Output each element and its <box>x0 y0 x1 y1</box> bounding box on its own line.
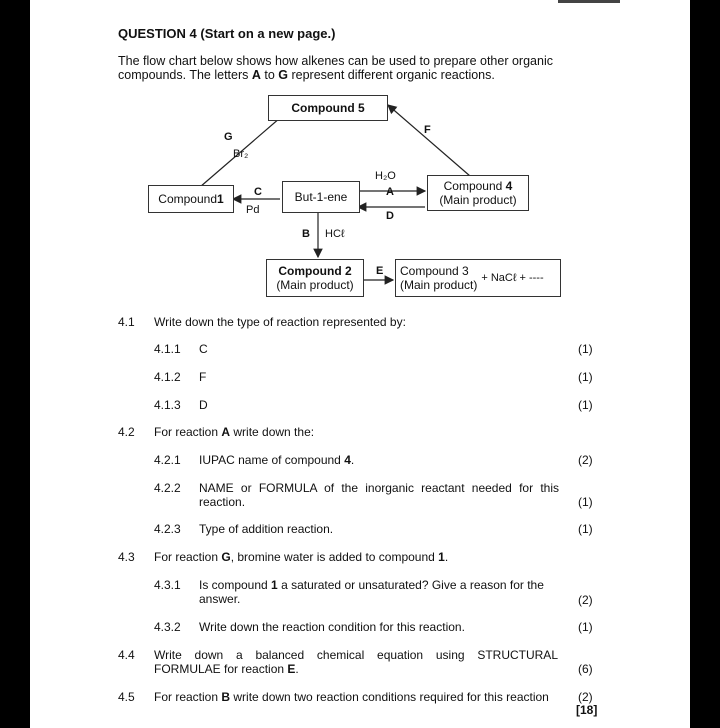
q421-number: 4.2.1 <box>154 453 181 467</box>
compound-3-label: Compound 3 <box>400 264 469 278</box>
q44-line-1: Write down a balanced chemical equation using STRUCTURAL <box>154 648 558 662</box>
q45-text <box>154 690 549 704</box>
arrow-f <box>388 105 470 176</box>
label-b: B <box>302 228 310 240</box>
q45-text-part: For reaction <box>154 690 222 704</box>
q44-letter: E <box>287 662 296 676</box>
compound-2-label: Compound 2 <box>278 264 352 278</box>
q43-number-bold: 1 <box>438 550 445 564</box>
compound-3-text <box>400 264 477 292</box>
compound-4-box <box>427 175 529 211</box>
q431-text-part: a saturated or unsaturated? Give a reason for the <box>277 578 544 592</box>
q422-line-1: NAME or FORMULA of the inorganic reactant needed for this <box>199 481 559 495</box>
q422-number: 4.2.2 <box>154 481 181 495</box>
q432-text: Write down the reaction condition for this reaction. <box>199 620 465 634</box>
intro-text-part: to <box>260 68 279 82</box>
q412-text: F <box>199 370 207 384</box>
q432-number: 4.3.2 <box>154 620 181 634</box>
q431-text <box>199 578 559 606</box>
q44-text-part: FORMULAE for reaction <box>154 662 288 676</box>
q411-mark: (1) <box>578 342 593 356</box>
byproduct-text: + NaCℓ + ---- <box>481 272 544 284</box>
label-e: E <box>376 265 384 277</box>
q431-line-1 <box>199 578 559 592</box>
label-a: A <box>386 186 394 198</box>
q45-mark: (2) <box>578 690 593 704</box>
q423-text: Type of addition reaction. <box>199 522 334 536</box>
q431-number: 4.3.1 <box>154 578 181 592</box>
q411-number: 4.1.1 <box>154 342 181 356</box>
q42-number: 4.2 <box>118 425 135 439</box>
label-br2: Br₂ <box>233 148 249 160</box>
q431-number-bold: 1 <box>271 578 278 592</box>
q431-line-2: answer. <box>199 592 241 606</box>
q422-text <box>199 481 559 509</box>
exam-page <box>30 0 690 728</box>
question-note: (Start on a new page.) <box>200 26 336 41</box>
compound-1-label: Compound <box>158 192 218 206</box>
intro-letter-a: A <box>251 68 261 82</box>
q42-letter: A <box>221 425 231 439</box>
intro-text-part: represent different organic reactions. <box>288 68 495 82</box>
total-marks: [18] <box>576 703 598 717</box>
intro-text-part: compounds. The letters <box>118 68 252 82</box>
q421-text <box>199 453 354 467</box>
label-c: C <box>254 186 262 198</box>
q413-number: 4.1.3 <box>154 398 181 412</box>
label-hcl: HCℓ <box>325 228 345 240</box>
compound-2-subtitle: (Main product) <box>276 278 354 292</box>
q421-text-part: IUPAC name of compound <box>199 453 345 467</box>
q43-text-part: . <box>444 550 449 564</box>
compound-4-subtitle: (Main product) <box>439 193 517 207</box>
q43-text <box>154 550 448 564</box>
compound-1-box <box>148 185 234 213</box>
q421-text-part: . <box>350 453 355 467</box>
q412-number: 4.1.2 <box>154 370 181 384</box>
q423-mark: (1) <box>578 522 593 536</box>
compound-2-box <box>266 259 364 297</box>
compound-4-label <box>444 179 513 193</box>
intro-line-1: The flow chart below shows how alkenes can be used to prepare other organic <box>118 54 553 68</box>
q422-mark: (1) <box>578 495 593 509</box>
q44-text-part: . <box>295 662 299 676</box>
q44-line-2 <box>154 662 558 676</box>
compound-1-number: 1 <box>217 192 224 206</box>
q43-letter: G <box>221 550 231 564</box>
label-d: D <box>386 210 394 222</box>
q45-text-part: write down two reaction conditions required for this reaction <box>230 690 549 704</box>
question-number: QUESTION 4 <box>118 26 197 41</box>
q44-number: 4.4 <box>118 648 135 662</box>
q43-text-part: , bromine water is added to compound <box>230 550 439 564</box>
q41-number: 4.1 <box>118 315 135 329</box>
label-g: G <box>224 131 233 143</box>
q413-text: D <box>199 398 208 412</box>
q45-number: 4.5 <box>118 690 135 704</box>
q44-mark: (6) <box>578 662 593 676</box>
q42-text <box>154 425 314 439</box>
q421-mark: (2) <box>578 453 593 467</box>
q421-number-bold: 4 <box>344 453 351 467</box>
q432-mark: (1) <box>578 620 593 634</box>
label-h2o: H₂O <box>375 170 396 182</box>
q41-text: Write down the type of reaction represented by: <box>154 315 406 329</box>
q422-line-2: reaction. <box>199 495 246 509</box>
q423-number: 4.2.3 <box>154 522 181 536</box>
q431-text-part: Is compound <box>199 578 272 592</box>
but-1-ene-box: But-1-ene <box>282 181 360 213</box>
q43-text-part: For reaction <box>154 550 222 564</box>
q45-letter: B <box>221 690 231 704</box>
q43-number: 4.3 <box>118 550 135 564</box>
compound-5-box: Compound 5 <box>268 95 388 121</box>
compound-4-text: Compound <box>443 179 506 193</box>
q431-mark: (2) <box>578 593 593 607</box>
label-pd: Pd <box>246 204 260 216</box>
intro-letter-g: G <box>278 68 289 82</box>
compound-4-number: 4 <box>505 179 513 193</box>
q44-text <box>154 648 558 676</box>
label-f: F <box>424 124 431 136</box>
q413-mark: (1) <box>578 398 593 412</box>
q42-text-part: write down the: <box>230 425 315 439</box>
compound-3-box <box>395 259 561 297</box>
q411-text: C <box>199 342 208 356</box>
q412-mark: (1) <box>578 370 593 384</box>
compound-3-subtitle: (Main product) <box>400 278 478 292</box>
q42-text-part: For reaction <box>154 425 222 439</box>
